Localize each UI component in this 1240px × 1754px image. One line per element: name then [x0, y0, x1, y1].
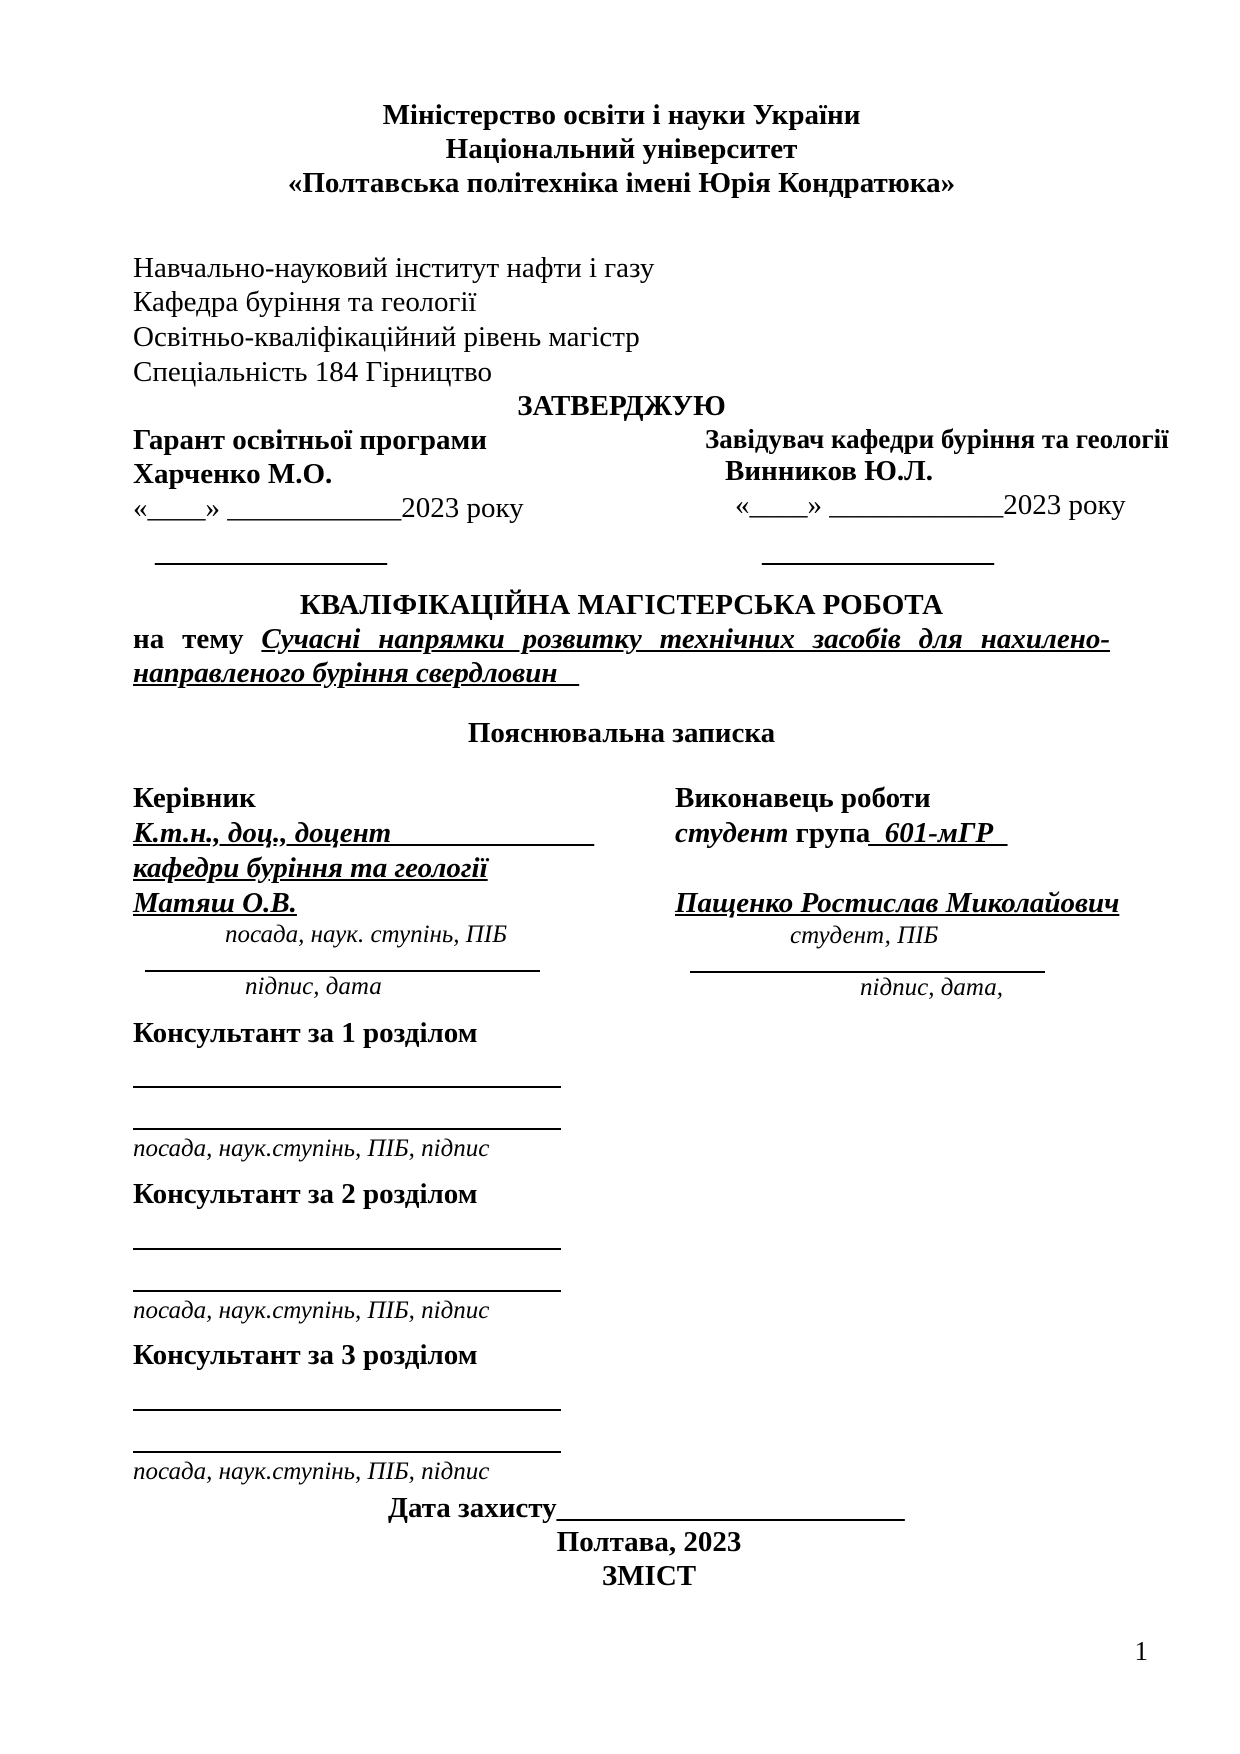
- consultant-blank-line: [133, 1250, 561, 1292]
- guarantor-date-line: «____» ____________2023 року: [133, 491, 524, 524]
- approval-right-column: [630, 424, 1169, 526]
- consultant-section-1: [133, 1017, 1110, 1164]
- consultant-blank-line: [133, 1088, 561, 1130]
- approval-columns: [133, 423, 1169, 526]
- qualification-level-line: Освітньо-кваліфікаційний рівень магістр: [133, 321, 640, 354]
- institute-block: [133, 251, 1110, 390]
- consultant-blank-line: [133, 1212, 561, 1250]
- supervisor-department-line: кафедри буріння та геології: [133, 851, 488, 884]
- consultant-caption: посада, наук.ступінь, ПІБ, підпис: [133, 1296, 490, 1324]
- consultant-title: Консультант за 1 розділом: [133, 1016, 478, 1049]
- executor-caption-position: студент, ПІБ: [790, 921, 939, 949]
- executor-signature-line: [690, 951, 1045, 973]
- guarantor-label: Гарант освітньої програми: [133, 423, 488, 456]
- topic-line-1: [133, 623, 1110, 657]
- supervisor-column: [133, 781, 630, 1002]
- student-word: студент: [675, 816, 789, 849]
- topic-label: на тему: [133, 623, 244, 656]
- approve-heading: ЗАТВЕРДЖУЮ: [517, 389, 726, 422]
- consultant-section-2: [133, 1178, 1110, 1325]
- document-header: [133, 98, 1110, 201]
- approval-signature-row: [133, 536, 1110, 570]
- university-title: Національний університет: [445, 133, 798, 166]
- guarantor-name: Харченко М.О.: [133, 457, 333, 490]
- executor-caption-signature: підпис, дата,: [860, 973, 1003, 1001]
- department-line: Кафедра буріння та геології: [133, 286, 477, 319]
- topic-text-2: направленого буріння свердловин _: [133, 657, 580, 690]
- guarantor-signature-line: ________________: [155, 535, 387, 568]
- supervisor-caption-signature: підпис, дата: [245, 973, 382, 1001]
- toc-title: ЗМІСТ: [601, 1559, 697, 1592]
- supervisor-caption-position: посада, наук. ступінь, ПІБ: [225, 921, 507, 949]
- work-title: КВАЛІФІКАЦІЙНА МАГІСТЕРСЬКА РОБОТА: [299, 589, 944, 622]
- executor-name: Пащенко Ростислав Миколайович: [675, 886, 1120, 919]
- supervisor-signature-line: [145, 950, 540, 972]
- consultant-blank-line: [133, 1050, 561, 1088]
- consultant-title: Консультант за 2 розділом: [133, 1177, 478, 1210]
- explanatory-note-title: Пояснювальна записка: [467, 717, 776, 750]
- institute-line: Навчально-науковий інститут нафти і газу: [133, 251, 655, 284]
- page-number: 1: [1134, 1636, 1148, 1666]
- consultant-section-3: [133, 1339, 1110, 1486]
- supervisor-degree-line: К.т.н., доц., доцент______________: [133, 816, 595, 849]
- group-value: _601-мГР_: [870, 816, 1008, 849]
- consultant-blank-line: [133, 1411, 561, 1453]
- executor-header: Виконавець роботи: [675, 782, 931, 815]
- executor-spacer: [675, 851, 1119, 886]
- speciality-line: Спеціальність 184 Гірництво: [133, 356, 493, 389]
- department-head-date-line: «____» ____________2023 року: [735, 489, 1126, 522]
- department-head-signature-line: ________________: [762, 535, 994, 568]
- consultant-caption: посада, наук.ступінь, ПІБ, підпис: [133, 1457, 490, 1485]
- approval-left-column: [133, 424, 630, 526]
- topic-line-2: [133, 657, 1110, 691]
- topic-text-1: Сучасні напрямки розвитку технічних засобів для нахилено-: [261, 623, 1111, 656]
- consultant-caption: посада, наук.ступінь, ПІБ, підпис: [133, 1135, 490, 1163]
- city-year: Полтава, 2023: [556, 1525, 742, 1558]
- roles-columns: [133, 781, 1120, 1002]
- executor-column: [630, 781, 1119, 1002]
- department-head-name: Винников Ю.Л.: [725, 455, 933, 488]
- topic-block: [133, 623, 1110, 691]
- supervisor-name: Матяш О.В.: [133, 886, 297, 919]
- defense-date-line: Дата захисту________________________: [388, 1492, 905, 1525]
- consultant-blank-line: [133, 1373, 561, 1411]
- ministry-title: Міністерство освіти і науки України: [382, 99, 861, 131]
- university-name: «Полтавська політехніка імені Юрія Кондратюка»: [287, 167, 956, 200]
- group-word: група: [795, 816, 871, 849]
- executor-group-line: [675, 816, 1119, 851]
- supervisor-header: Керівник: [133, 782, 256, 815]
- department-head-label: Завідувач кафедри буріння та геології: [705, 423, 1169, 454]
- consultant-title: Консультант за 3 розділом: [133, 1338, 478, 1371]
